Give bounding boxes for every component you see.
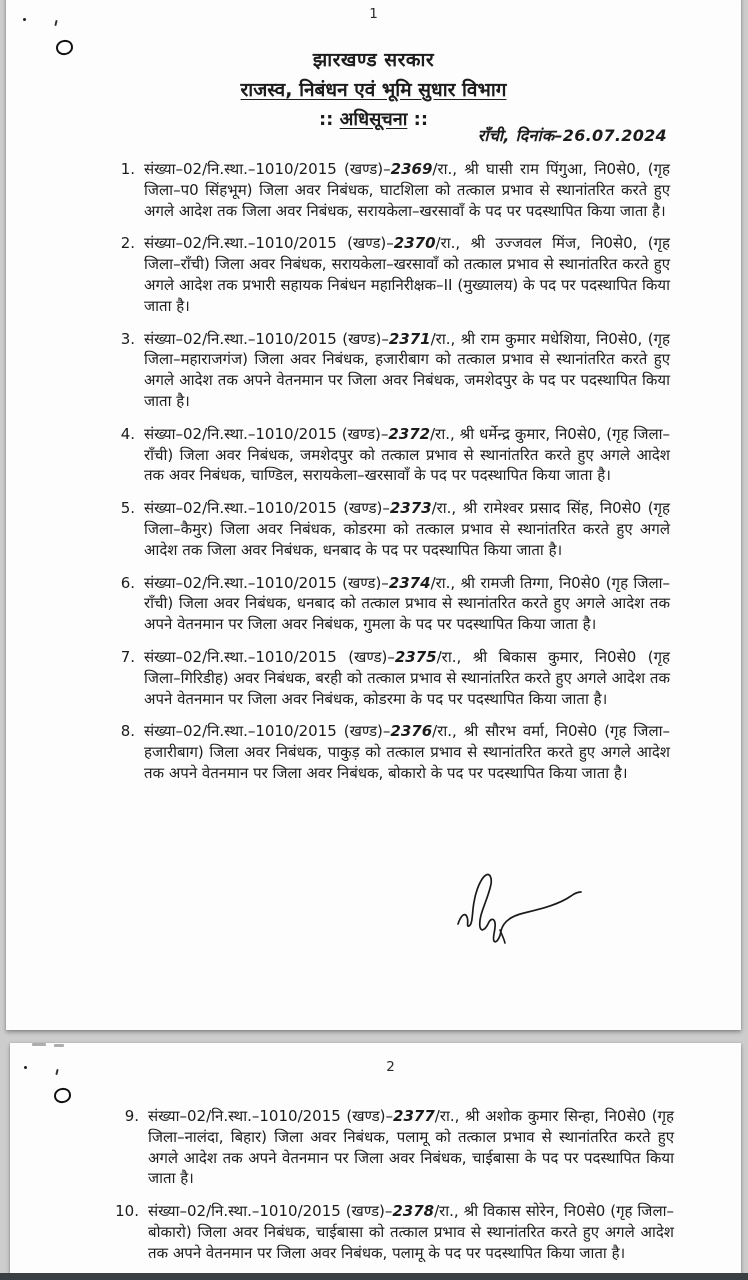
item-text-body: /रा., श्री घासी राम पिंगुआ, नि0से0, (गृह जिला–प0 सिंहभूम) जिला अवर निबंधक, घाटशिला को तत्काल प्रभाव से स्थानांतरित करते हुए अगले आदेश तक जिला अवर निबंधक, सरायकेला–खरसावाँ के पद पर पदस्थापित किया जाता है। <box>144 160 671 220</box>
order-item-7 <box>110 647 670 709</box>
order-list-page1 <box>110 159 670 796</box>
item-text <box>144 647 670 709</box>
item-text <box>144 721 670 783</box>
order-list-page2 <box>114 1106 674 1276</box>
item-text <box>144 424 670 486</box>
item-text-body: /रा., श्री धर्मेन्द्र कुमार, नि0से0, (गृह जिला–राँची) जिला अवर निबंधक, जमशेदपुर को तत्काल प्रभाव से स्थानांतरित करते हुए अगले आदेश तक अवर निबंधक, चाण्डिल, सरायकेला–खरसावाँ के पद पर पदस्थापित किया जाता है। <box>144 424 671 485</box>
item-text-body: /रा., श्री बिकास कुमार, नि0से0 (गृह जिला–गिरिडीह) अवर निबंधक, बरही को तत्काल प्रभाव से स्थानांतरित करते हुए अगले आदेश तक अपने वेतनमान पर जिला अवर निबंधक, कोडरमा के पद पर पदस्थापित किया जाता है। <box>144 647 670 708</box>
item-number: 6. <box>120 573 135 592</box>
item-text-prefix: संख्या–02/नि.स्था.–1010/2015 (खण्ड)– <box>144 499 390 518</box>
item-number: 1. <box>120 160 135 178</box>
item-text <box>144 498 670 560</box>
order-serial-number: 2373 <box>389 499 432 518</box>
item-text <box>144 573 670 635</box>
document-page-2 <box>10 1043 741 1280</box>
order-item-6 <box>110 573 670 635</box>
item-number: 10. <box>115 1202 139 1221</box>
item-text-prefix: संख्या–02/नि.स्था.–1010/2015 (खण्ड)– <box>144 234 394 253</box>
item-text-body: /रा., श्री रामेश्वर प्रसाद सिंह, नि0से0 (गृह जिला–कैमुर) जिला अवर निबंधक, कोडरमा को तत्काल प्रभाव से स्थानांतरित करते हुए अगले आदेश तक जिला अवर निबंधक, धनबाद के पद पर पदस्थापित किया जाता है। <box>144 499 671 559</box>
place-and-date: राँची, दिनांक–26.07.2024 <box>477 126 667 145</box>
order-serial-number: 2369 <box>390 160 433 178</box>
item-text-body: /रा., श्री विकास सोरेन, नि0से0 (गृह जिला–बोकारो) जिला अवर निबंधक, चाईबासा को तत्काल प्रभाव से स्थानांतरित करते हुए अगले आदेश तक अपने वेतनमान पर जिला अवर निबंधक, पलामू के पद पर पदस्थापित किया जाता है। <box>148 1202 674 1262</box>
page-number: 1 <box>369 6 378 22</box>
order-item-9 <box>114 1106 674 1189</box>
item-text <box>148 1201 674 1263</box>
item-text-body: /रा., श्री अशोक कुमार सिन्हा, नि0से0 (गृह जिला–नालंदा, बिहार) जिला अवर निबंधक, पलामू को तत्काल प्रभाव से स्थानांतरित करते हुए अगले आदेश तक अपने वेतनमान पर जिला अवर निबंधक, चाईबासा के पद पर पदस्थापित किया जाता है। <box>148 1107 674 1188</box>
document-header <box>6 46 741 131</box>
scan-speck <box>54 20 57 26</box>
order-item-5 <box>110 498 670 560</box>
order-serial-number: 2378 <box>392 1202 435 1221</box>
order-serial-number: 2370 <box>393 234 436 253</box>
item-number: 5. <box>120 499 135 518</box>
item-text <box>144 159 670 221</box>
item-text-prefix: संख्या–02/नि.स्था.–1010/2015 (खण्ड)– <box>144 722 391 741</box>
order-serial-number: 2371 <box>388 329 431 348</box>
order-item-4 <box>110 424 670 486</box>
order-item-1 <box>110 159 670 221</box>
item-number: 7. <box>120 647 135 666</box>
item-number: 4. <box>120 424 135 443</box>
document-page-1 <box>6 0 741 1030</box>
department-title: राजस्व, निबंधन एवं भूमि सुधार विभाग <box>240 79 507 101</box>
page-number: 2 <box>386 1059 395 1075</box>
scan-speck <box>24 1066 27 1069</box>
order-item-8 <box>110 721 670 783</box>
item-text-prefix: संख्या–02/नि.स्था.–1010/2015 (खण्ड)– <box>148 1107 394 1125</box>
order-serial-number: 2376 <box>390 722 433 741</box>
punch-hole-mark <box>53 1087 72 1104</box>
order-serial-number: 2375 <box>394 647 437 666</box>
notification-colon-close: :: <box>407 109 429 130</box>
item-text-prefix: संख्या–02/नि.स्था.–1010/2015 (खण्ड)– <box>144 573 389 592</box>
order-item-10 <box>114 1201 674 1263</box>
item-text-body: /रा., श्री उज्जवल मिंज, नि0से0, (गृह जिला–राँची) जिला अवर निबंधक, सरायकेला–खरसावाँ को तत्काल प्रभाव से स्थानांतरित करते हुए अगले आदेश तक प्रभारी सहायक निबंधन महानिरीक्षक–II (मुख्यालय) के पद पर पदस्थापित किया जाता है। <box>144 234 670 315</box>
item-number: 9. <box>124 1107 139 1125</box>
item-text-prefix: संख्या–02/नि.स्था.–1010/2015 (खण्ड)– <box>144 329 389 348</box>
notification-colon-open: :: <box>318 109 340 130</box>
scan-speck <box>32 1043 46 1046</box>
item-text <box>148 1106 674 1189</box>
order-serial-number: 2377 <box>393 1107 435 1125</box>
scan-speck <box>54 1044 64 1047</box>
notification-title: अधिसूचना <box>339 109 408 130</box>
order-serial-number: 2374 <box>388 573 431 592</box>
government-title: झारखण्ड सरकार <box>312 49 435 71</box>
order-serial-number: 2372 <box>388 424 431 443</box>
order-item-2 <box>110 233 670 316</box>
item-text-prefix: संख्या–02/नि.स्था.–1010/2015 (खण्ड)– <box>144 424 389 443</box>
order-item-3 <box>110 329 670 412</box>
item-text <box>144 233 670 316</box>
bottom-edge-bar <box>0 1273 748 1280</box>
item-text-body: /रा., श्री राम कुमार मधेशिया, नि0से0, (गृह जिला–महाराजगंज) जिला अवर निबंधक, हजारीबाग को तत्काल प्रभाव से स्थानांतरित करते हुए अगले आदेश तक अपने वेतनमान पर जिला अवर निबंधक, जमशेदपुर के पद पर पदस्थापित किया जाता है। <box>144 329 671 410</box>
item-number: 2. <box>120 234 135 253</box>
item-text-prefix: संख्या–02/नि.स्था.–1010/2015 (खण्ड)– <box>148 1202 393 1221</box>
item-number: 8. <box>120 722 135 741</box>
item-text-body: /रा., श्री सौरभ वर्मा, नि0से0 (गृह जिला–हजारीबाग) जिला अवर निबंधक, पाकुड़ को तत्काल प्रभाव से स्थानांतरित करते हुए अगले आदेश तक अपने वेतनमान पर जिला अवर निबंधक, बोकारो के पद पर पदस्थापित किया जाता है। <box>144 722 670 782</box>
item-text <box>144 329 670 412</box>
item-text-prefix: संख्या–02/नि.स्था.–1010/2015 (खण्ड)– <box>144 647 395 666</box>
item-number: 3. <box>120 329 135 348</box>
handwritten-signature <box>444 868 604 948</box>
item-text-prefix: संख्या–02/नि.स्था.–1010/2015 (खण्ड)– <box>144 160 391 178</box>
scan-speck <box>23 18 26 21</box>
item-text-body: /रा., श्री रामजी तिग्गा, नि0से0 (गृह जिला–राँची) जिला अवर निबंधक, धनबाद को तत्काल प्रभाव से स्थानांतरित करते हुए अगले आदेश तक अपने वेतनमान पर जिला अवर निबंधक, गुमला के पद पर पदस्थापित किया जाता है। <box>144 573 671 634</box>
